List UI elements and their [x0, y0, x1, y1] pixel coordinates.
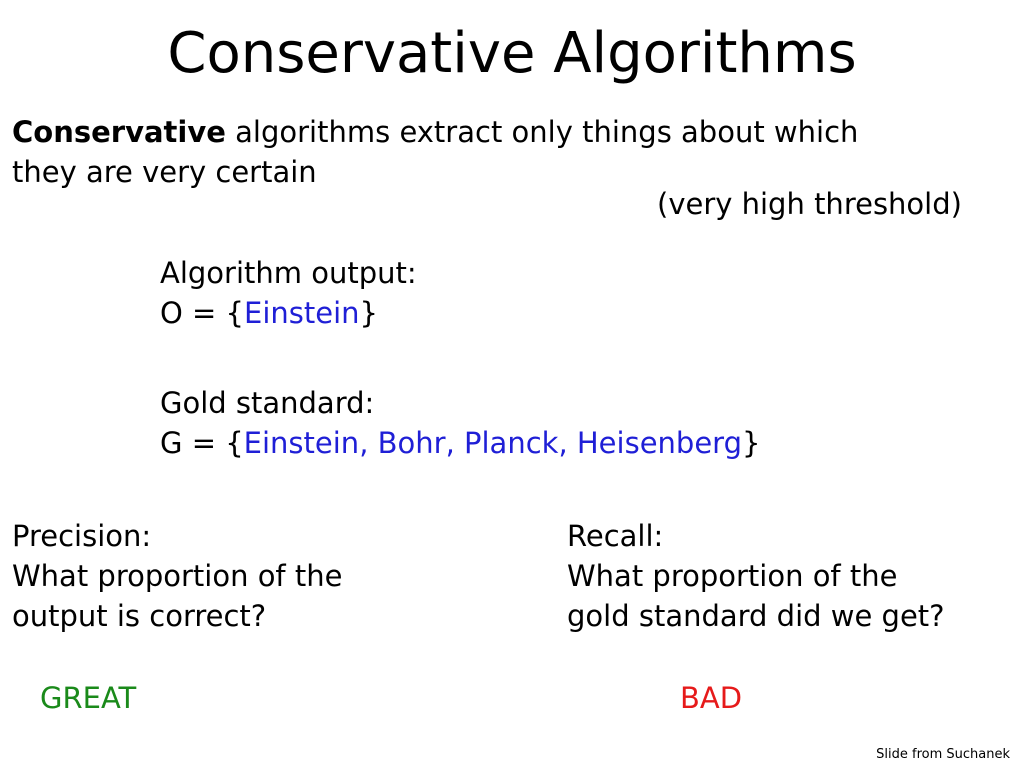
algorithm-output-heading: Algorithm output:: [160, 256, 417, 290]
precision-question-line-2: output is correct?: [12, 599, 267, 633]
precision-heading: Precision:: [12, 519, 152, 553]
gold-set-prefix: G = {: [160, 426, 244, 460]
slide-title: Conservative Algorithms: [167, 21, 857, 86]
recall-question-line-2: gold standard did we get?: [567, 599, 945, 633]
output-set-suffix: }: [359, 296, 378, 330]
precision-block: [12, 516, 342, 636]
intro-line-1-rest: algorithms extract only things about which: [225, 115, 859, 149]
intro-bold-term: Conservative: [12, 115, 226, 149]
intro-line-2: they are very certain: [12, 155, 317, 189]
recall-verdict: BAD: [680, 681, 743, 715]
precision-verdict: GREAT: [40, 681, 137, 715]
precision-question-line-1: What proportion of the: [12, 559, 343, 593]
output-set-prefix: O = {: [160, 296, 245, 330]
gold-standard-heading: Gold standard:: [160, 386, 375, 420]
recall-question-line-1: What proportion of the: [567, 559, 898, 593]
threshold-note: (very high threshold): [657, 187, 962, 221]
gold-set-items: Einstein, Bohr, Planck, Heisenberg: [243, 426, 742, 460]
recall-heading: Recall:: [567, 519, 664, 553]
gold-standard-block: [160, 383, 760, 463]
output-set-items: Einstein: [244, 296, 360, 330]
algorithm-output-set: [160, 293, 417, 333]
algorithm-output-block: [160, 253, 417, 333]
gold-set-suffix: }: [741, 426, 761, 460]
slide-credit: Slide from Suchanek: [876, 747, 1010, 762]
recall-block: [567, 516, 945, 636]
intro-text: [12, 112, 858, 192]
intro-line-1: [12, 112, 858, 152]
gold-standard-set: [160, 423, 760, 463]
